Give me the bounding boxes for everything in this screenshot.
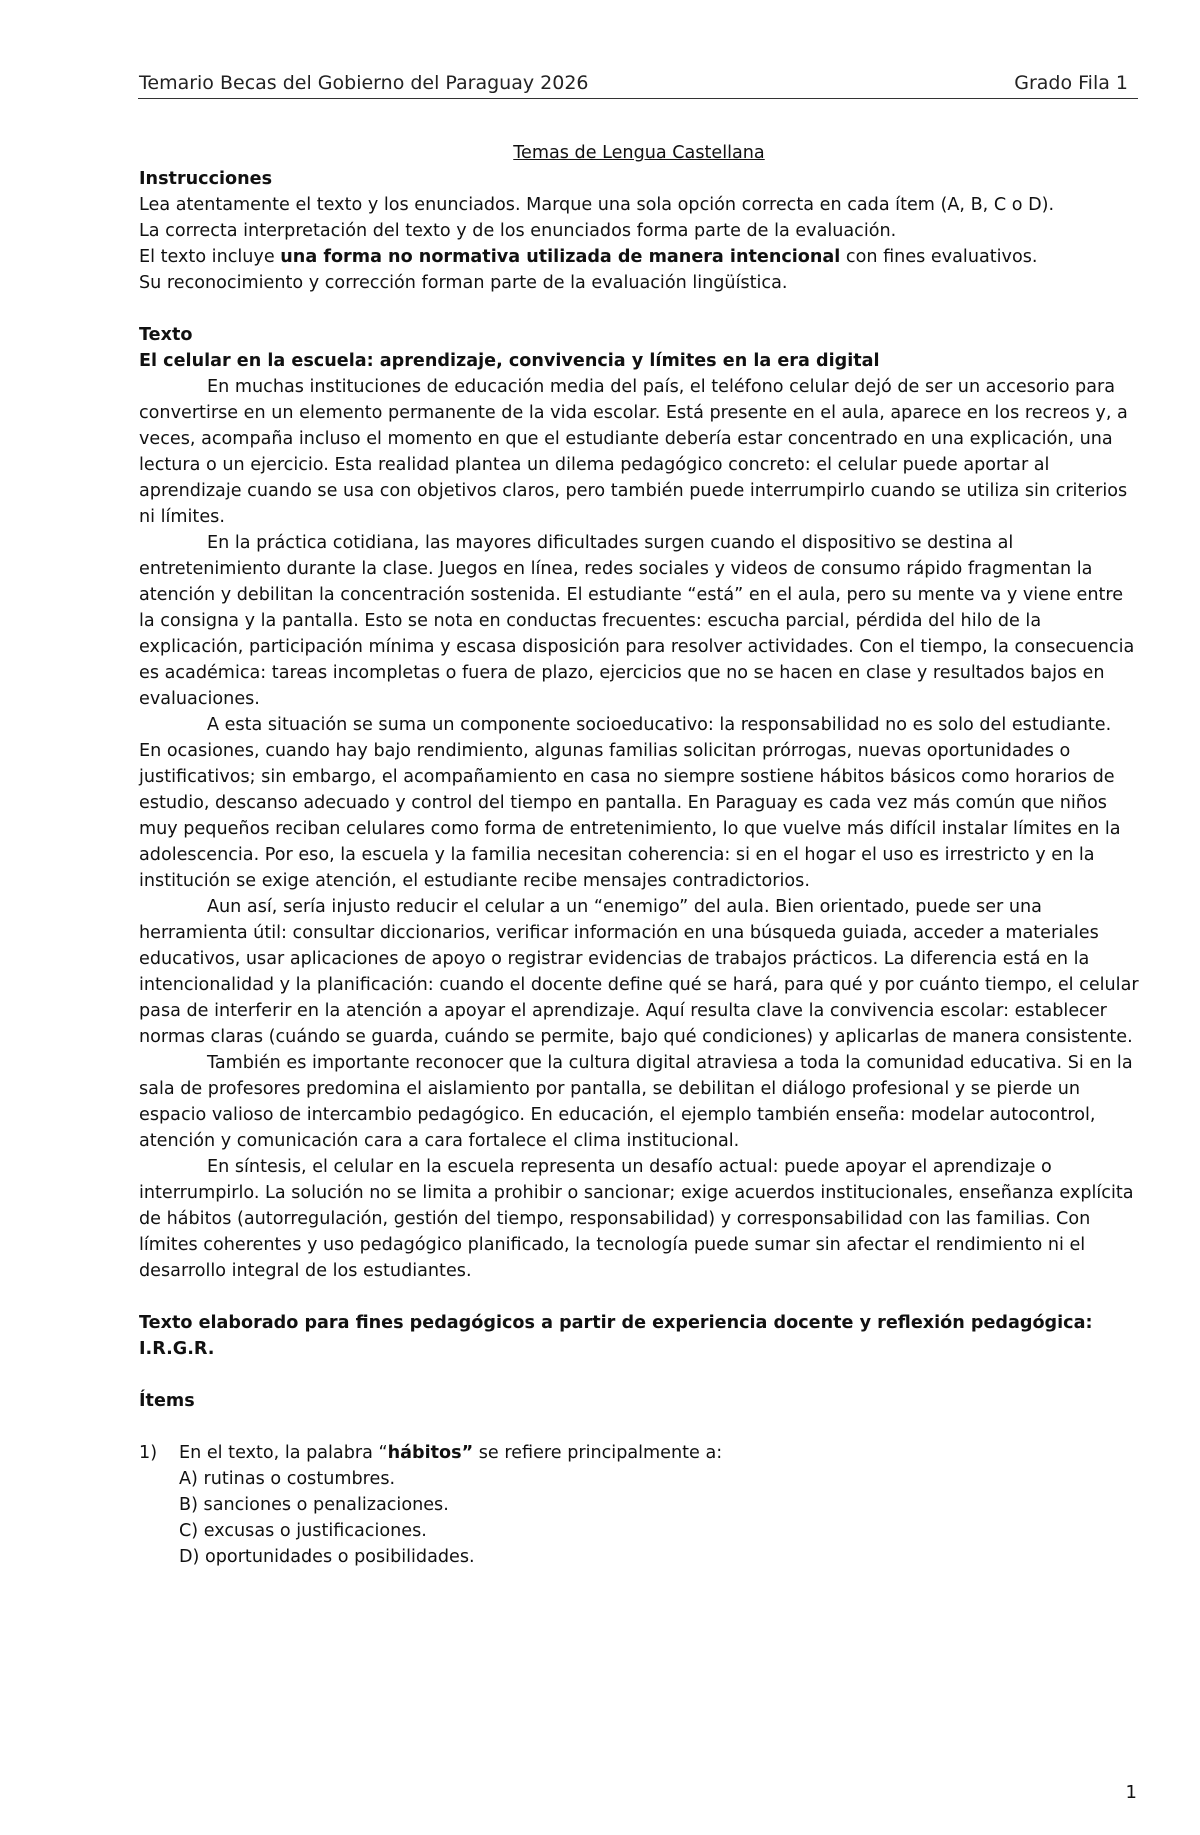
question-prompt xyxy=(179,1440,1139,1466)
answer-option-b[interactable]: B) sanciones o penalizaciones. xyxy=(179,1495,449,1515)
instructions-line-4: Su reconocimiento y corrección forman parte de la evaluación lingüística. xyxy=(139,273,788,293)
instructions-heading: Instrucciones xyxy=(139,169,273,189)
header-title: Temario Becas del Gobierno del Paraguay 2026 xyxy=(139,72,589,94)
instructions-line-1: Lea atentamente el texto y los enunciados. Marque una sola opción correcta en cada ítem (A, B, C o D). xyxy=(139,195,1055,215)
answer-option-a[interactable]: A) rutinas o costumbres. xyxy=(179,1469,396,1489)
text-paragraph: En síntesis, el celular en la escuela representa un desafío actual: puede apoyar el aprendizaje o interrumpirlo. La solución no se limita a prohibir o sancionar; exige acuerdos institucionales, enseñanza explícita de hábitos (autorregulación, gestión del tiempo, responsabilidad) y corresponsabilidad con las familias. Con límites coherentes y uso pedagógico planificado, la tecnología puede sumar sin afectar el rendimiento ni el desarrollo integral de los estudiantes. xyxy=(139,1157,1134,1281)
question-prompt-post: se refiere principalmente a: xyxy=(473,1443,723,1463)
question-item xyxy=(139,1440,1139,1466)
text-paragraph: También es importante reconocer que la cultura digital atraviesa a toda la comunidad educativa. Si en la sala de profesores predomina el aislamiento por pantalla, se debilitan el diálogo profesional y se pierde un espacio valioso de intercambio pedagógico. En educación, el ejemplo también enseña: modelar autocontrol, atención y comunicación cara a cara fortalece el clima institucional. xyxy=(139,1053,1133,1151)
section-title: Temas de Lengua Castellana xyxy=(513,143,765,163)
question-prompt-keyword: hábitos” xyxy=(387,1443,474,1463)
header-grade: Grado Fila 1 xyxy=(1014,72,1128,94)
instructions-line-3-post: con fines evaluativos. xyxy=(840,247,1038,267)
instructions-line-2: La correcta interpretación del texto y de los enunciados forma parte de la evaluación. xyxy=(139,221,897,241)
items-heading: Ítems xyxy=(139,1391,195,1411)
document-body xyxy=(139,140,1139,1570)
page-header xyxy=(138,72,1138,99)
text-paragraph: Aun así, sería injusto reducir el celular a un “enemigo” del aula. Bien orientado, puede ser una herramienta útil: consultar diccionarios, verificar información en una búsqueda guiada, acceder a materiales educativos, usar aplicaciones de apoyo o registrar evidencias de trabajos prácticos. La diferencia está en la intencionalidad y la planificación: cuando el docente define qué se hará, para qué y por cuánto tiempo, el celular pasa de interferir en la atención a apoyar el aprendizaje. Aquí resulta clave la convivencia escolar: establecer normas claras (cuándo se guarda, cuándo se permite, bajo qué condiciones) y aplicarlas de manera consistente. xyxy=(139,897,1139,1047)
text-paragraph: En la práctica cotidiana, las mayores dificultades surgen cuando el dispositivo se destina al entretenimiento durante la clase. Juegos en línea, redes sociales y videos de consumo rápido fragmentan la atención y debilitan la concentración sostenida. El estudiante “está” en el aula, pero su mente va y viene entre la consigna y la pantalla. Esto se nota en conductas frecuentes: escucha parcial, pérdida del hilo de la explicación, participación mínima y escasa disposición para resolver actividades. Con el tiempo, la consecuencia es académica: tareas incompletas o fuera de plazo, ejercicios que no se hacen en clase y resultados bajos en evaluaciones. xyxy=(139,533,1135,709)
question-number: 1) xyxy=(139,1443,158,1463)
text-paragraph: A esta situación se suma un componente socioeducativo: la responsabilidad no es solo del estudiante. En ocasiones, cuando hay bajo rendimiento, algunas familias solicitan prórrogas, nuevas oportunidades o justificativos; sin embargo, el acompañamiento en casa no siempre sostiene hábitos básicos como horarios de estudio, descanso adecuado y control del tiempo en pantalla. En Paraguay es cada vez más común que niños muy pequeños reciban celulares como forma de entretenimiento, lo que vuelve más difícil instalar límites en la adolescencia. Por eso, la escuela y la familia necesitan coherencia: si en el hogar el uso es irrestricto y en la institución se exige atención, el estudiante recibe mensajes contradictorios. xyxy=(139,715,1121,891)
text-credit: Texto elaborado para fines pedagógicos a partir de experiencia docente y reflexión pedagógica: I.R.G.R. xyxy=(139,1313,1093,1359)
text-heading: El celular en la escuela: aprendizaje, convivencia y límites en la era digital xyxy=(139,351,880,371)
text-label: Texto xyxy=(139,325,193,345)
answer-option-d[interactable]: D) oportunidades o posibilidades. xyxy=(179,1547,475,1567)
instructions-line-3-pre: El texto incluye xyxy=(139,247,281,267)
instructions-line-3-bold: una forma no normativa utilizada de manera intencional xyxy=(280,247,841,267)
text-paragraph: En muchas instituciones de educación media del país, el teléfono celular dejó de ser un accesorio para convertirse en un elemento permanente de la vida escolar. Está presente en el aula, aparece en los recreos y, a veces, acompaña incluso el momento en que el estudiante debería estar concentrado en una explicación, una lectura o un ejercicio. Esta realidad plantea un dilema pedagógico concreto: el celular puede aportar al aprendizaje cuando se usa con objetivos claros, pero también puede interrumpirlo cuando se utiliza sin criterios ni límites. xyxy=(139,377,1128,527)
instructions-line-3 xyxy=(139,244,1139,270)
question-prompt-pre: En el texto, la palabra “ xyxy=(179,1443,388,1463)
page-number: 1 xyxy=(1125,1782,1137,1803)
answer-option-c[interactable]: C) excusas o justificaciones. xyxy=(179,1521,427,1541)
